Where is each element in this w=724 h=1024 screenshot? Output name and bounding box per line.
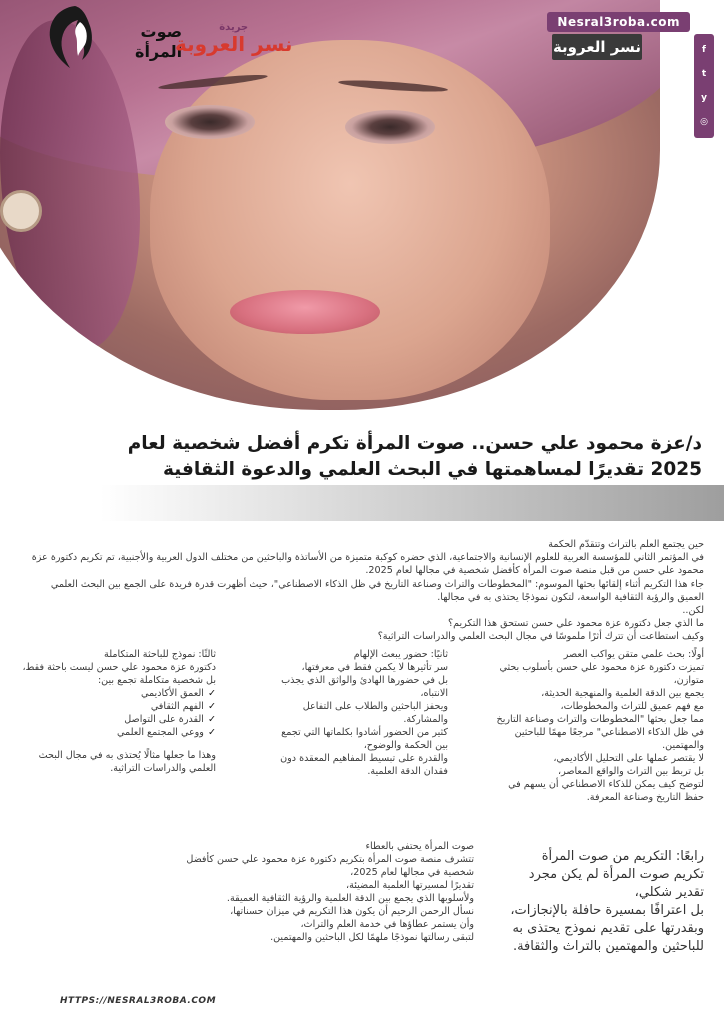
voice-of-woman-logo: [40, 2, 183, 72]
voice-logo-line1: صوت: [140, 22, 183, 41]
section-heading: رابعًا: التكريم من صوت المرأة: [541, 849, 704, 864]
closing-line: لتبقى رسالتها نموذجًا ملهمًا لكل الباحثين والمهتمين.: [270, 932, 474, 943]
nesr-alorouba-logo: [175, 22, 292, 55]
title-line-1: د/عزة محمود علي حسن.. صوت المرأة تكرم أفضل شخصية لعام: [127, 433, 702, 454]
woman-silhouette-icon: [40, 2, 100, 72]
check-item-label: العمق الأكاديمي: [141, 688, 204, 699]
intro-paragraph: وكيف استطاعت أن تترك أثرًا ملموسًا في مجال البحث العلمي والدراسات التراثية؟: [377, 631, 704, 643]
title-band: [0, 425, 724, 525]
face-shape: [150, 40, 550, 400]
section-line: مما جعل بحثها "المخطوطات والتراث وصناعة التاريخ في ظل الذكاء الاصطناعي" مرجعًا مهمًا للباحثين والمهتمين.: [496, 714, 704, 751]
section-line: وبقدرتها على تقديم نموذج يحتذى به للباحثين والمهتمين بالتراث والثقافة.: [512, 921, 704, 954]
check-item: [16, 687, 216, 700]
section-line: سر تأثيرها لا يكمن فقط في معرفتها،: [301, 662, 448, 673]
check-item: [16, 713, 216, 726]
section-line: يجمع بين الدقة العلمية والمنهجية الحديثة،: [541, 688, 704, 699]
voice-logo-line2: المرأة: [135, 42, 183, 61]
footer-url-link[interactable]: HTTPS://NESRAL3ROBA.COM: [60, 996, 217, 1006]
site-url-badge[interactable]: Nesral3roba.com: [547, 12, 690, 32]
intro-paragraph: حين يجتمع العلم بالتراث وتتقدّم الحكمة: [548, 539, 704, 550]
section-line: لا يقتصر عملها على التحليل الأكاديمي،: [553, 753, 704, 764]
youtube-icon[interactable]: y: [701, 93, 707, 103]
twitter-icon[interactable]: t: [701, 69, 707, 79]
section-line: بل تربط بين التراث والواقع المعاصر،: [557, 766, 704, 777]
check-icon: ✓: [207, 727, 216, 738]
social-bar: [694, 34, 714, 138]
spacer: [16, 739, 216, 749]
check-item-label: الفهم الثقافي: [150, 701, 204, 712]
closing-line: وأن يستمر عطاؤها في خدمة العلم والتراث،: [300, 919, 474, 930]
check-item-label: ووعي المجتمع العلمي: [117, 727, 204, 738]
intro-text: [24, 538, 704, 644]
closing-line: نسأل الرحمن الرحيم أن يكون هذا التكريم في ميزان حسناتها،: [230, 906, 474, 917]
nesr-logo-big: نسر العروبة: [175, 32, 293, 56]
section-line: دكتورة عزة محمود علي حسن ليست باحثة فقط،: [22, 662, 216, 673]
title-shadow-bar: [100, 485, 724, 521]
facebook-icon[interactable]: f: [702, 45, 706, 55]
nesr-logo-box: نسر العروبة: [552, 34, 642, 60]
section-line: تميزت دكتورة عزة محمود علي حسن بأسلوب بحثي متوازن،: [499, 662, 704, 686]
section-line: والقدرة على تبسيط المفاهيم المعقدة دون فقدان الدقة العلمية.: [280, 753, 448, 777]
intro-paragraph: ما الذي جعل دكتورة عزة محمود علي حسن تستحق هذا التكريم؟: [447, 618, 704, 630]
section-line: ويحفز الباحثين والطلاب على التفاعل والمشاركة.: [302, 701, 448, 725]
section-heading: ثانيًا: حضور يبعث الإلهام: [353, 649, 448, 660]
closing-line: تتشرف منصة صوت المرأة بتكريم دكتورة عزة محمود علي حسن كأفضل شخصية في مجالها لعام 2025،: [186, 854, 474, 878]
section-line: بل اعترافًا بمسيرة حافلة بالإنجازات،: [510, 903, 704, 918]
earring: [0, 190, 42, 232]
section-line: كثير من الحضور أشادوا بكلماتها التي تجمع بين الحكمة والوضوح،: [281, 727, 448, 751]
closing-line: تقديرًا لمسيرتها العلمية المضيئة،: [345, 880, 474, 891]
closing-heading: صوت المرأة يحتفي بالعطاء: [365, 841, 474, 852]
page-title: [62, 431, 702, 483]
section-heading: ثالثًا: نموذج للباحثة المتكاملة: [104, 649, 216, 660]
check-item-label: القدرة على التواصل: [124, 714, 204, 725]
section-line: لتوضح كيف يمكن للذكاء الاصطناعي أن يسهم في حفظ التاريخ وصناعة المعرفة.: [508, 779, 704, 803]
closing-section: [174, 840, 474, 944]
intro-paragraph: جاء هذا التكريم أثناء إلقائها بحثها الموسوم: "المخطوطات والتراث وصناعة التاريخ في ظل الذكاء الاصطناعي"، حيث أظهرت قدرة فريدة على الجمع بين البحث العلمي العميق والرؤية الثقافية الواسعة، لتكون نموذجًا يحتذى به في مجالها.: [50, 578, 704, 603]
section-third: [16, 648, 216, 775]
section-line: وهذا ما جعلها مثالًا يُحتذى به في مجال البحث العلمي والدراسات التراثية.: [38, 750, 216, 774]
section-line: مع فهم عميق للتراث والمخطوطات،: [560, 701, 704, 712]
instagram-icon[interactable]: ◎: [700, 117, 708, 127]
section-line: تكريم صوت المرأة لم يكن مجرد تقدير شكلي،: [528, 867, 704, 900]
check-icon: ✓: [207, 688, 216, 699]
intro-paragraph: لكن..: [682, 605, 704, 617]
section-second: [268, 648, 448, 778]
section-heading: أولًا: بحث علمي متقن يواكب العصر: [563, 649, 704, 660]
lips: [230, 290, 380, 334]
section-line: بل في حضورها الهادئ والواثق الذي يجذب الانتباه،: [281, 675, 448, 699]
section-first: [489, 648, 704, 804]
nesr-logo-small: جريدة: [219, 22, 249, 33]
right-eye: [345, 110, 435, 144]
left-eye: [165, 105, 255, 139]
check-icon: ✓: [207, 701, 216, 712]
closing-line: ولأسلوبها الذي يجمع بين الدقة العلمية والرؤية الثقافية العميقة.: [226, 893, 474, 904]
section-fourth: [499, 848, 704, 956]
check-item: [16, 726, 216, 739]
section-line: بل شخصية متكاملة تجمع بين:: [97, 675, 216, 686]
check-icon: ✓: [207, 714, 216, 725]
check-item: [16, 700, 216, 713]
intro-paragraph: في المؤتمر الثاني للمؤسسة العربية للعلوم الإنسانية والاجتماعية، الذي حضره كوكبة متميزة من الأساتذة والباحثين من مختلف الدول العربية والأجنبية، تم تكريم دكتورة عزة محمود علي حسن من قبل منصة صوت المرأة كأفضل شخصية في مجالها لعام 2025.: [31, 552, 704, 577]
title-line-2: 2025 تقديرًا لمساهمتها في البحث العلمي والدعوة الثقافية: [163, 459, 702, 480]
